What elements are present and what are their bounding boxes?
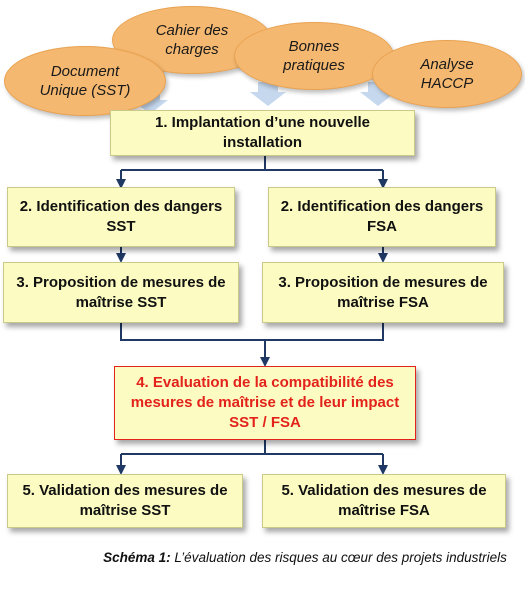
step-2-identification-fsa [268,187,496,247]
step-4-evaluation [114,366,416,440]
step-label: 1. Implantation d’une nouvelle installation [154,114,371,151]
source-label: Cahier des charges [155,22,229,58]
caption-text: L’évaluation des risques au cœur des projets industriels [170,550,507,565]
step-label: 5. Validation des mesures de maîtrise FSA [281,482,487,519]
step-label: 4. Evaluation de la compatibilité des mesures de maîtrise et de leur impact SST / FSA [130,374,400,431]
step-3-proposition-fsa [262,262,504,323]
step-label: 3. Proposition de mesures de maîtrise FSA [278,273,488,311]
step-5-validation-fsa [262,474,506,528]
connector-merge [121,323,383,340]
connector-4-split [121,440,383,454]
step-1-implantation [110,110,415,156]
step-label: 3. Proposition de mesures de maîtrise SST [16,273,226,311]
step-label: 2. Identification des dangers FSA [280,198,484,235]
step-2-identification-sst [7,187,235,247]
source-label: Analyse HACCP [420,56,474,92]
step-label: 5. Validation des mesures de maîtrise SST [22,482,228,519]
step-5-validation-sst [7,474,243,528]
connector-1-split [121,156,383,170]
step-3-proposition-sst [3,262,239,323]
source-label: Bonnes pratiques [283,38,345,74]
diagram-caption [100,549,510,567]
step-label: 2. Identification des dangers SST [19,198,223,235]
source-label: Document Unique (SST) [39,63,131,99]
caption-label: Schéma 1: [103,550,171,565]
